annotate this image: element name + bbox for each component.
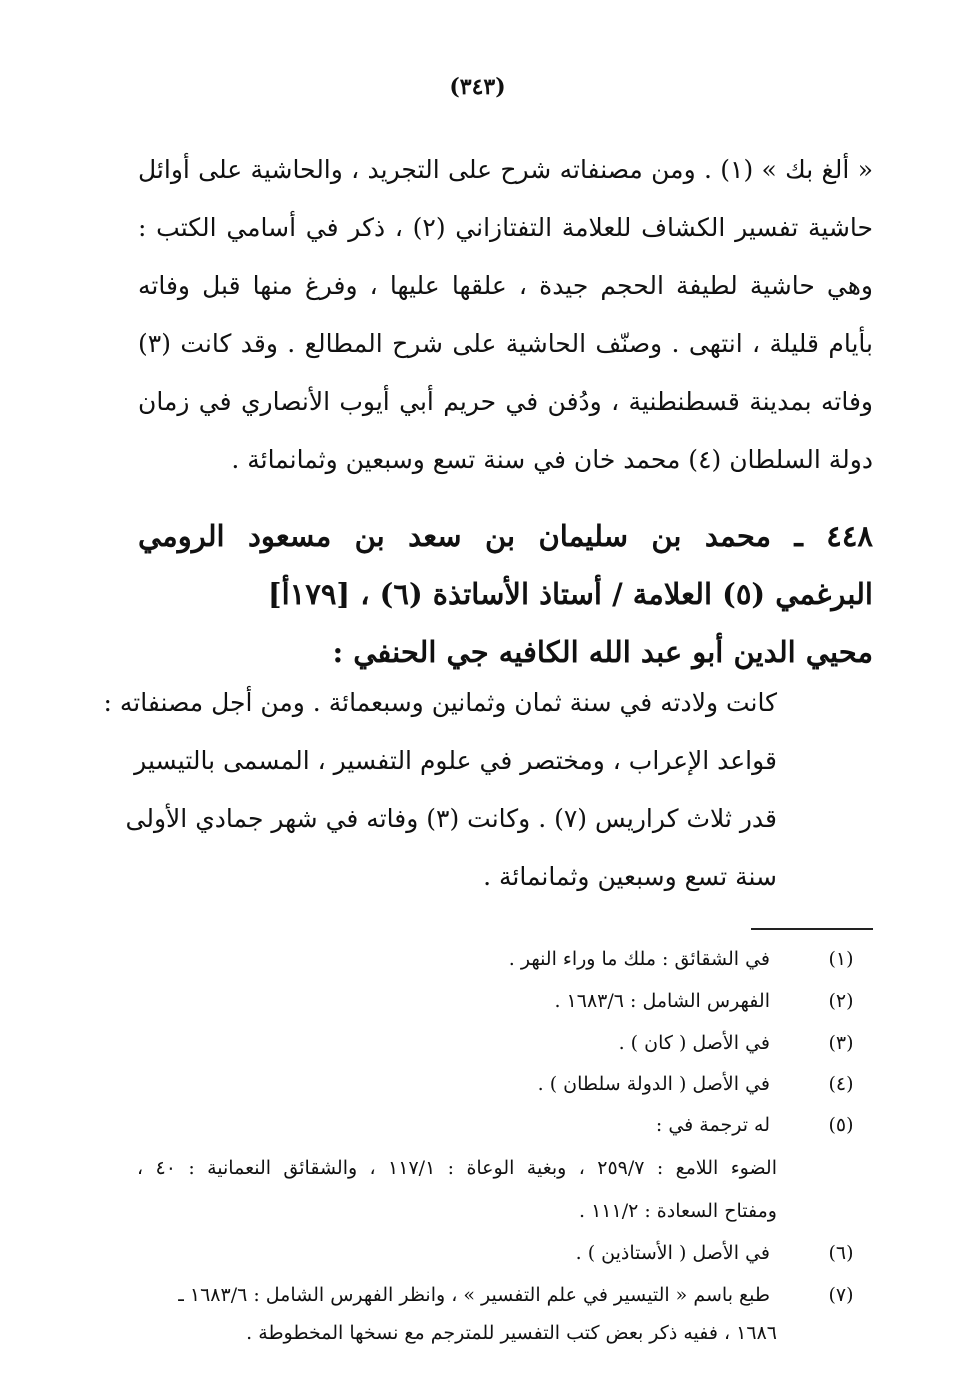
text-line: وهي حاشية لطيفة الحجم جيدة ، علقها عليها ، وفرغ منها قبل وفاته — [138, 271, 873, 300]
text-line: بأيام قليلة ، انتهى . وصنّف الحاشية على شرح المطالع . وقد كانت (٣) — [138, 329, 873, 358]
footnote-continuation: ومفتاح السعادة : ١١١/٢ . — [579, 1200, 777, 1222]
entry-heading-line: ٤٤٨ ـ محمد بن سليمان بن سعد بن مسعود الرومي — [138, 519, 873, 553]
text-line: وفاته بمدينة قسطنطنية ، ودُفن في حريم أبي أيوب الأنصاري في زمان — [138, 387, 873, 416]
footnote-number: (١) — [828, 948, 854, 970]
footnote-separator — [751, 928, 873, 930]
entry-heading-line: محيي الدين أبو عبد الله الكافيه جي الحنفي : — [332, 635, 873, 669]
footnote-number: (٥) — [828, 1114, 854, 1136]
footnote-text: طبع باسم « التيسير في علم التفسير » ، وانظر الفهرس الشامل : ١٦٨٣/٦ ـ — [178, 1284, 770, 1306]
footnote-number: (٦) — [828, 1242, 854, 1264]
text-line: قدر ثلاث كراريس (٧) . وكانت (٣) وفاته في شهر جمادي الأولى — [125, 804, 777, 833]
text-line: قواعد الإعراب ، ومختصر في علوم التفسير ، المسمى بالتيسير — [134, 746, 777, 775]
entry-heading-line: البرغمي (٥) العلامة / أستاذ الأساتذة (٦) ، [١٧٩أ] — [267, 577, 873, 611]
footnote-text: في الأصل ( الدولة سلطان ) . — [537, 1073, 770, 1095]
footnote-continuation: الضوء اللامع : ٢٥٩/٧ ، وبغية الوعاة : ١١٧/١ ، والشقائق النعمانية : ٤٠ ، — [137, 1157, 777, 1179]
footnote-continuation: ١٦٨٦ ، ففيه ذكر بعض كتب التفسير للمترجم مع نسخها المخطوطة . — [246, 1322, 777, 1344]
footnote-text: الفهرس الشامل : ١٦٨٣/٦ . — [554, 990, 770, 1012]
footnote-number: (٤) — [828, 1073, 854, 1095]
text-line: حاشية تفسير الكشاف للعلامة التفتازاني (٢) ، ذكر في أسامي الكتب : — [138, 213, 873, 242]
footnote-text: في الأصل ( كان ) . — [618, 1032, 770, 1054]
text-line: « ألغ بك » (١) . ومن مصنفاته شرح على التجريد ، والحاشية على أوائل — [138, 155, 873, 184]
text-line: كانت ولادته في سنة ثمان وثمانين وسبعمائة . ومن أجل مصنفاته : — [103, 688, 777, 717]
text-line: دولة السلطان (٤) محمد خان في سنة تسع وسبعين وثمانمائة . — [231, 445, 873, 474]
page-number: (٣٤٣) — [449, 74, 506, 100]
text-line: سنة تسع وسبعين وثمانمائة . — [483, 862, 777, 891]
footnote-text: في الأصل ( الأستاذين ) . — [575, 1242, 770, 1264]
footnote-number: (٣) — [828, 1032, 854, 1054]
footnote-number: (٢) — [828, 990, 854, 1012]
footnote-text: له ترجمة في : — [655, 1114, 770, 1136]
footnote-text: في الشقائق : ملك ما وراء النهر . — [508, 948, 770, 970]
footnote-number: (٧) — [828, 1284, 854, 1306]
